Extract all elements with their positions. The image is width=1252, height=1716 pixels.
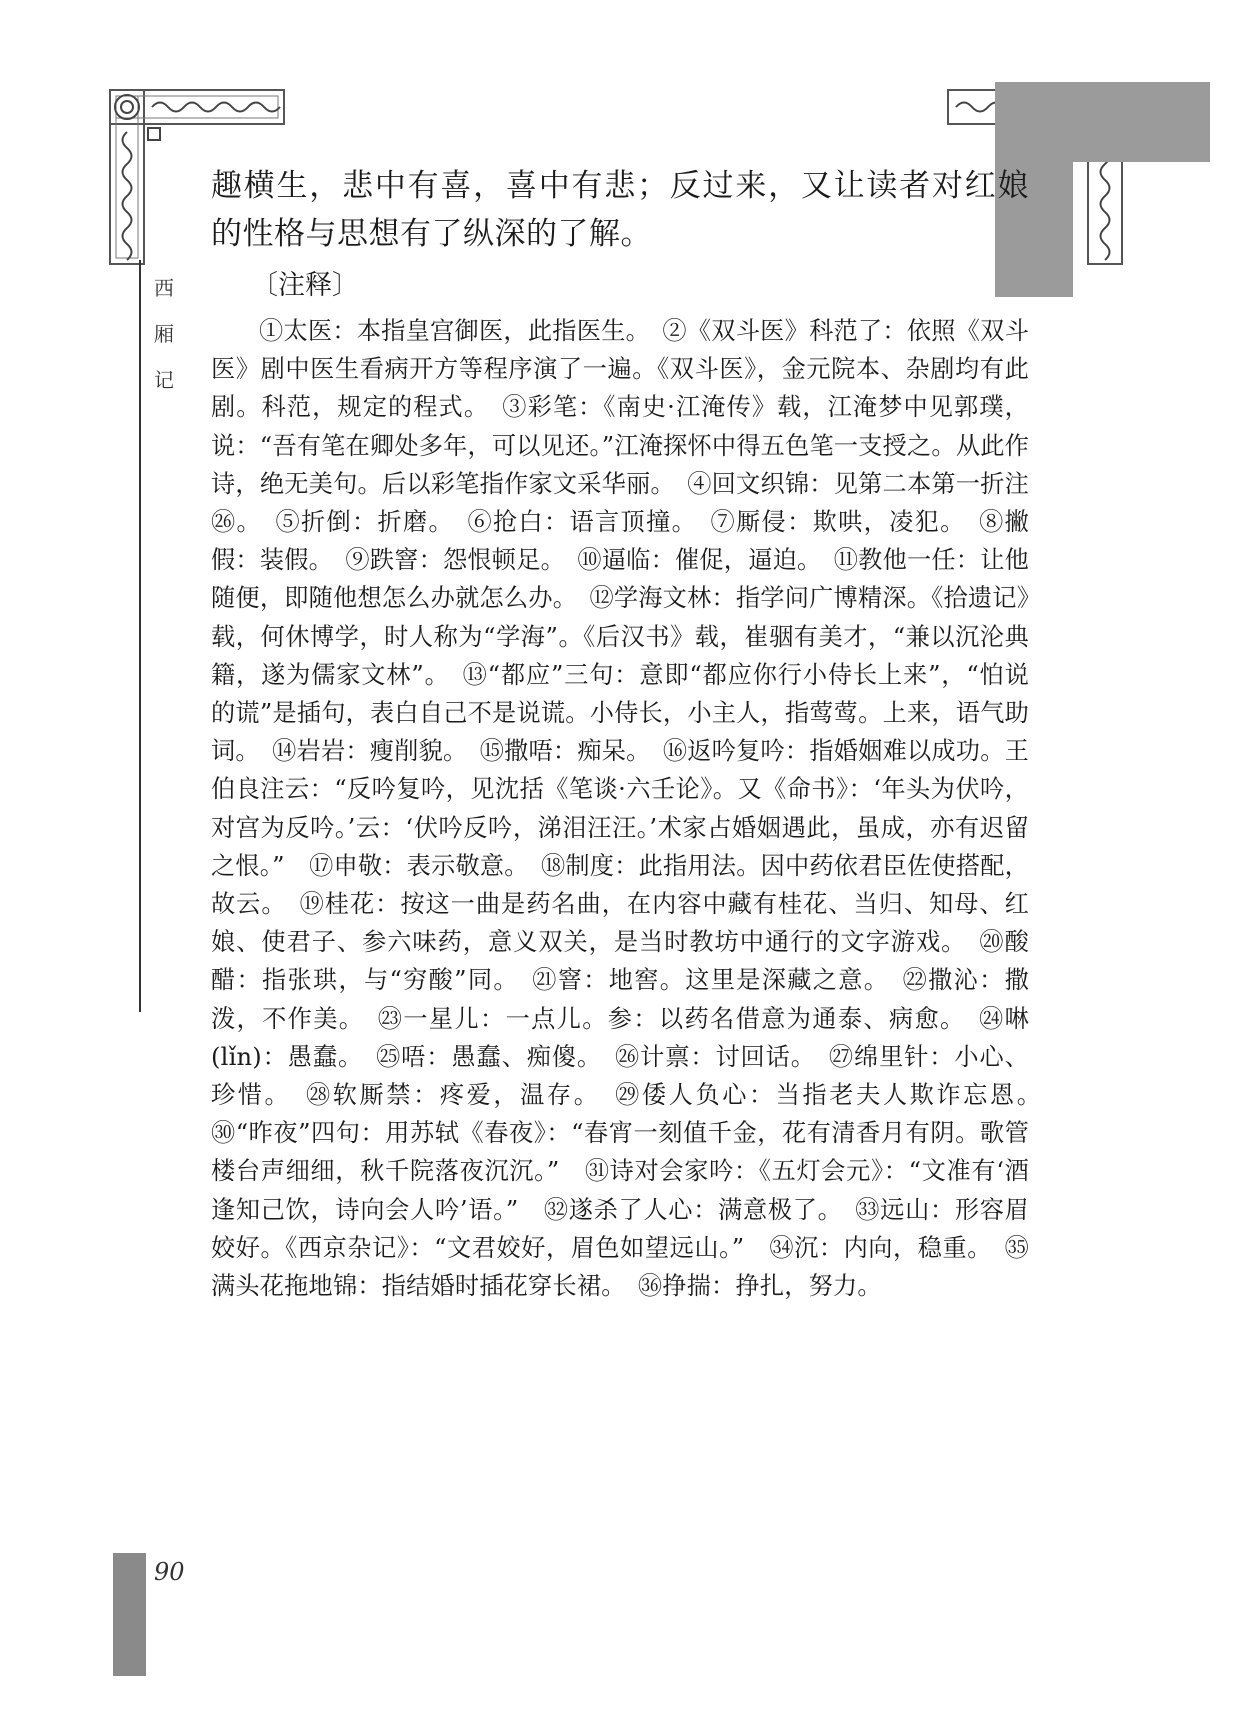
- margin-rule: [139, 260, 141, 1012]
- notes-paragraph: ①太医：本指皇宫御医，此指医生。 ②《双斗医》科范了：依照《双斗医》剧中医生看病开方等程序演了一遍。《双斗医》，金元院本、杂剧均有此剧。科范，规定的程式。 ③彩笔：《南史·江淹传》载，江淹梦中见郭璞，说：“吾有笔在卿处多年，可以见还。”江淹探怀中得五色笔一支授之。从此作诗，绝无美句。后以彩笔指作家文采华丽。 ④回文织锦：见第二本第一折注㉖。 ⑤折倒：折磨。 ⑥抢白：语言顶撞。 ⑦厮侵：欺哄，凌犯。 ⑧撇假：装假。 ⑨跌窨：怨恨顿足。 ⑩逼临：催促，逼迫。 ⑪教他一任：让他随便，即随他想怎么办就怎么办。 ⑫学海文林：指学问广博精深。《拾遗记》载，何休博学，时人称为“学海”。《后汉书》载，崔骃有美才，“兼以沉沦典籍，遂为儒家文林”。 ⑬“都应”三句：意即“都应你行小侍长上来”，“怕说的谎”是插句，表白自己不是说谎。小侍长，小主人，指莺莺。上来，语气助词。 ⑭岩岩：瘦削貌。 ⑮撒唔：痴呆。 ⑯返吟复吟：指婚姻难以成功。王伯良注云：“反吟复吟，见沈括《笔谈·六壬论》。又《命书》：‘年头为伏吟，对宫为反吟。’云：‘伏吟反吟，涕泪汪汪。’术家占婚姻遇此，虽成，亦有迟留之恨。” ⑰申敬：表示敬意。 ⑱制度：此指用法。因中药依君臣佐使搭配，故云。 ⑲桂花：按这一曲是药名曲，在内容中藏有桂花、当归、知母、红娘、使君子、参六味药，意义双关，是当时教坊中通行的文字游戏。 ⑳酸醋：指张珙，与“穷酸”同。 ㉑窨：地窖。这里是深藏之意。 ㉒撒沁：撒泼，不作美。 ㉓一星儿：一点儿。参：以药名借意为通泰、病愈。 ㉔啉(lǐn)：愚蠢。 ㉕唔：愚蠢、痴傻。 ㉖计禀：讨回话。 ㉗绵里针：小心、珍惜。 ㉘软厮禁：疼爱，温存。 ㉙倭人负心：当指老夫人欺诈忘恩。 ㉚“昨夜”四句：用苏轼《春夜》：“春宵一刻值千金，花有清香月有阴。歌管楼台声细细，秋千院落夜沉沉。” ㉛诗对会家吟：《五灯会元》：“文准有‘酒逢知己饮，诗向会人吟’语。” ㉜遂杀了人心：满意极了。 ㉝远山：形容眉姣好。《西京杂记》：“文君姣好，眉色如望远山。” ㉞沉：内向，稳重。 ㉟满头花拖地锦：指结婚时插花穿长裙。 ㊱挣揣：挣扎，努力。: [211, 317, 1054, 1301]
- lead-paragraph: 趣横生，悲中有喜，喜中有悲；反过来，又让读者对红娘的性格与思想有了纵深的了解。: [211, 168, 1029, 252]
- book-title-char: 记: [154, 368, 174, 392]
- main-content: [211, 162, 1054, 1305]
- notes-heading: 〔注释〕: [251, 270, 359, 301]
- book-title-char: 厢: [154, 322, 174, 346]
- page-bar: [113, 1553, 146, 1676]
- book-title-char: 西: [154, 276, 174, 300]
- page-number: 90: [154, 1558, 185, 1586]
- book-title-vertical: [149, 265, 179, 403]
